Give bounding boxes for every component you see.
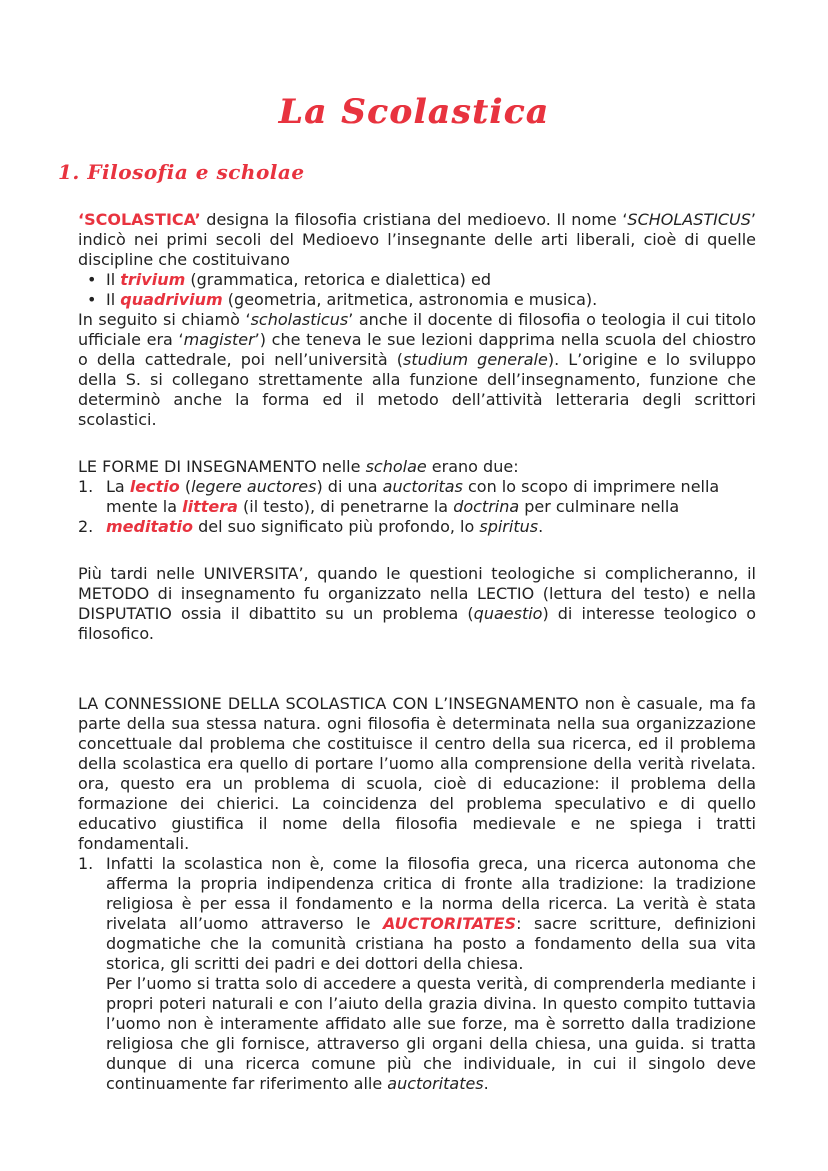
text-run: ’) che teneva le sue lezioni dapprima nella scuola del chiostro o della cattedrale, poi nell’università ( xyxy=(78,330,756,369)
paragraph-seguito xyxy=(78,310,756,430)
document-body xyxy=(78,210,756,1094)
bullet-marker: • xyxy=(87,290,97,309)
text-run: ) di una xyxy=(316,477,383,496)
bullet-list xyxy=(78,270,756,310)
list-item-text xyxy=(106,854,756,1094)
term-meditatio: meditatio xyxy=(106,517,194,536)
text-run: ’ anche il docente di filosofia o teologia il cui titolo ufficiale era ‘ xyxy=(78,310,756,349)
list-item-text xyxy=(106,517,756,537)
text-run: ’ indicò nei primi secoli del Medioevo l’insegnante delle arti liberali, cioè di quelle discipline che costituivano xyxy=(78,210,756,269)
text-run: . xyxy=(483,1074,489,1093)
term-auctoritas: auctoritas xyxy=(382,477,463,496)
numbered-list-forme xyxy=(78,477,756,537)
text-run: per culminare nella xyxy=(519,497,680,516)
text-run: La xyxy=(106,477,130,496)
text-run: del suo significato più profondo, lo xyxy=(193,517,480,536)
text-run: erano due: xyxy=(426,457,519,476)
text-run: Infatti la scolastica non è, come la filosofia greca, una ricerca autonoma che afferma la propria indipendenza critica di fronte alla tradizione: la tradizione religiosa è per essa il fondamento e la norma della ricerca. La verità è stata rivelata all’uomo attraverso le xyxy=(106,854,756,933)
term-trivium: trivium xyxy=(120,270,186,289)
text-run: (grammatica, retorica e dialettica) ed xyxy=(185,270,491,289)
list-item-lectio xyxy=(78,477,756,517)
document-title: La Scolastica xyxy=(278,92,550,132)
paragraph-forme xyxy=(78,457,756,477)
term-studium-generale: studium generale xyxy=(402,350,548,369)
text-run: Più tardi nelle UNIVERSITA’, quando le questioni teologiche si complicheranno, il METODO di insegnamento fu organizzato nella LECTIO (lettura del testo) e nella DISPUTATIO ossia il dibattito su un problema ( xyxy=(78,564,756,623)
text-run: Il xyxy=(106,270,121,289)
paragraph-connessione xyxy=(78,694,756,854)
text-run: (geometria, aritmetica, astronomia e musica). xyxy=(222,290,598,309)
term-scholasticus: scholasticus xyxy=(250,310,349,329)
term-quaestio: quaestio xyxy=(473,604,543,623)
text-run: LA CONNESSIONE DELLA SCOLASTICA CON L’INSEGNAMENTO non è casuale, ma fa parte della sua stessa natura. ogni filosofia è determinata nella sua organizzazione concettuale dal problema che costituisce il centro della sua ricerca, ed il problema della scolastica era quello di portare l’uomo alla comprensione della verità rivelata. ora, questo era un problema di scuola, cioè di educazione: il problema della formazione dei chierici. La coincidenza del problema speculativo e di quello educativo giustifica il nome della filosofia medievale e ne spiega i tratti fondamentali. xyxy=(78,694,756,853)
bullet-text xyxy=(106,270,756,290)
text-run: designa la filosofia cristiana del medioevo. Il nome ‘ xyxy=(200,210,628,229)
paragraph-intro xyxy=(78,210,756,270)
list-item-text xyxy=(106,477,756,517)
text-run: LE FORME DI INSEGNAMENTO nelle xyxy=(78,457,366,476)
term-auctoritates-italic: auctoritates xyxy=(387,1074,484,1093)
text-run: ). L’origine e lo sviluppo della S. si collegano strettamente alla funzione dell’insegnamento, funzione che determinò anche la forma ed il metodo dell’attività letteraria degli scrittori scolastici. xyxy=(78,350,756,429)
list-item-infatti xyxy=(78,854,756,1094)
term-quadrivium: quadrivium xyxy=(120,290,223,309)
list-number: 1. xyxy=(78,854,94,873)
term-scholasticus: SCHOLASTICUS xyxy=(627,210,751,229)
text-run: : sacre scritture, definizioni dogmatiche che la comunità cristiana ha posto a fondamento della sua vita storica, gli scritti dei padri e dei dottori della chiesa. xyxy=(106,914,756,973)
text-run: con lo scopo di imprimere nella mente la xyxy=(106,477,720,516)
list-number: 2. xyxy=(78,517,94,536)
paragraph-infatti xyxy=(106,854,756,974)
list-item-meditatio xyxy=(78,517,756,537)
bullet-item-trivium xyxy=(78,270,756,290)
term-spiritus: spiritus xyxy=(479,517,539,536)
term-legere-auctores: legere auctores xyxy=(191,477,317,496)
bullet-marker: • xyxy=(87,270,97,289)
paragraph-tardi xyxy=(78,564,756,644)
section-heading: 1. Filosofia e scholae xyxy=(58,160,305,184)
term-magister: magister xyxy=(183,330,255,349)
term-scolastica: ‘SCOLASTICA’ xyxy=(78,210,201,229)
term-littera: littera xyxy=(182,497,238,516)
text-run: In seguito si chiamò ‘ xyxy=(78,310,251,329)
numbered-list-connessione xyxy=(78,854,756,1094)
text-run: (il testo), di penetrarne la xyxy=(237,497,454,516)
text-run: ( xyxy=(179,477,192,496)
bullet-item-quadrivium xyxy=(78,290,756,310)
list-number: 1. xyxy=(78,477,94,496)
paragraph-per-luomo xyxy=(106,974,756,1094)
text-run: ) di interesse teologico o filosofico. xyxy=(78,604,757,643)
term-scholae: scholae xyxy=(365,457,427,476)
term-auctoritates: AUCTORITATES xyxy=(382,914,517,933)
term-lectio: lectio xyxy=(129,477,180,496)
bullet-text xyxy=(106,290,756,310)
text-run: . xyxy=(538,517,544,536)
term-doctrina: doctrina xyxy=(453,497,520,516)
text-run: Il xyxy=(106,290,121,309)
text-run: Per l’uomo si tratta solo di accedere a questa verità, di comprenderla mediante i propri poteri naturali e con l’aiuto della grazia divina. In questo compito tuttavia l’uomo non è interamente affidato alle sue forze, ma è sorretto dalla tradizione religiosa che gli fornisce, attraverso gli organi della chiesa, una guida. si tratta dunque di una ricerca comune più che individuale, in cui il singolo deve continuamente far riferimento alle xyxy=(106,974,756,1093)
